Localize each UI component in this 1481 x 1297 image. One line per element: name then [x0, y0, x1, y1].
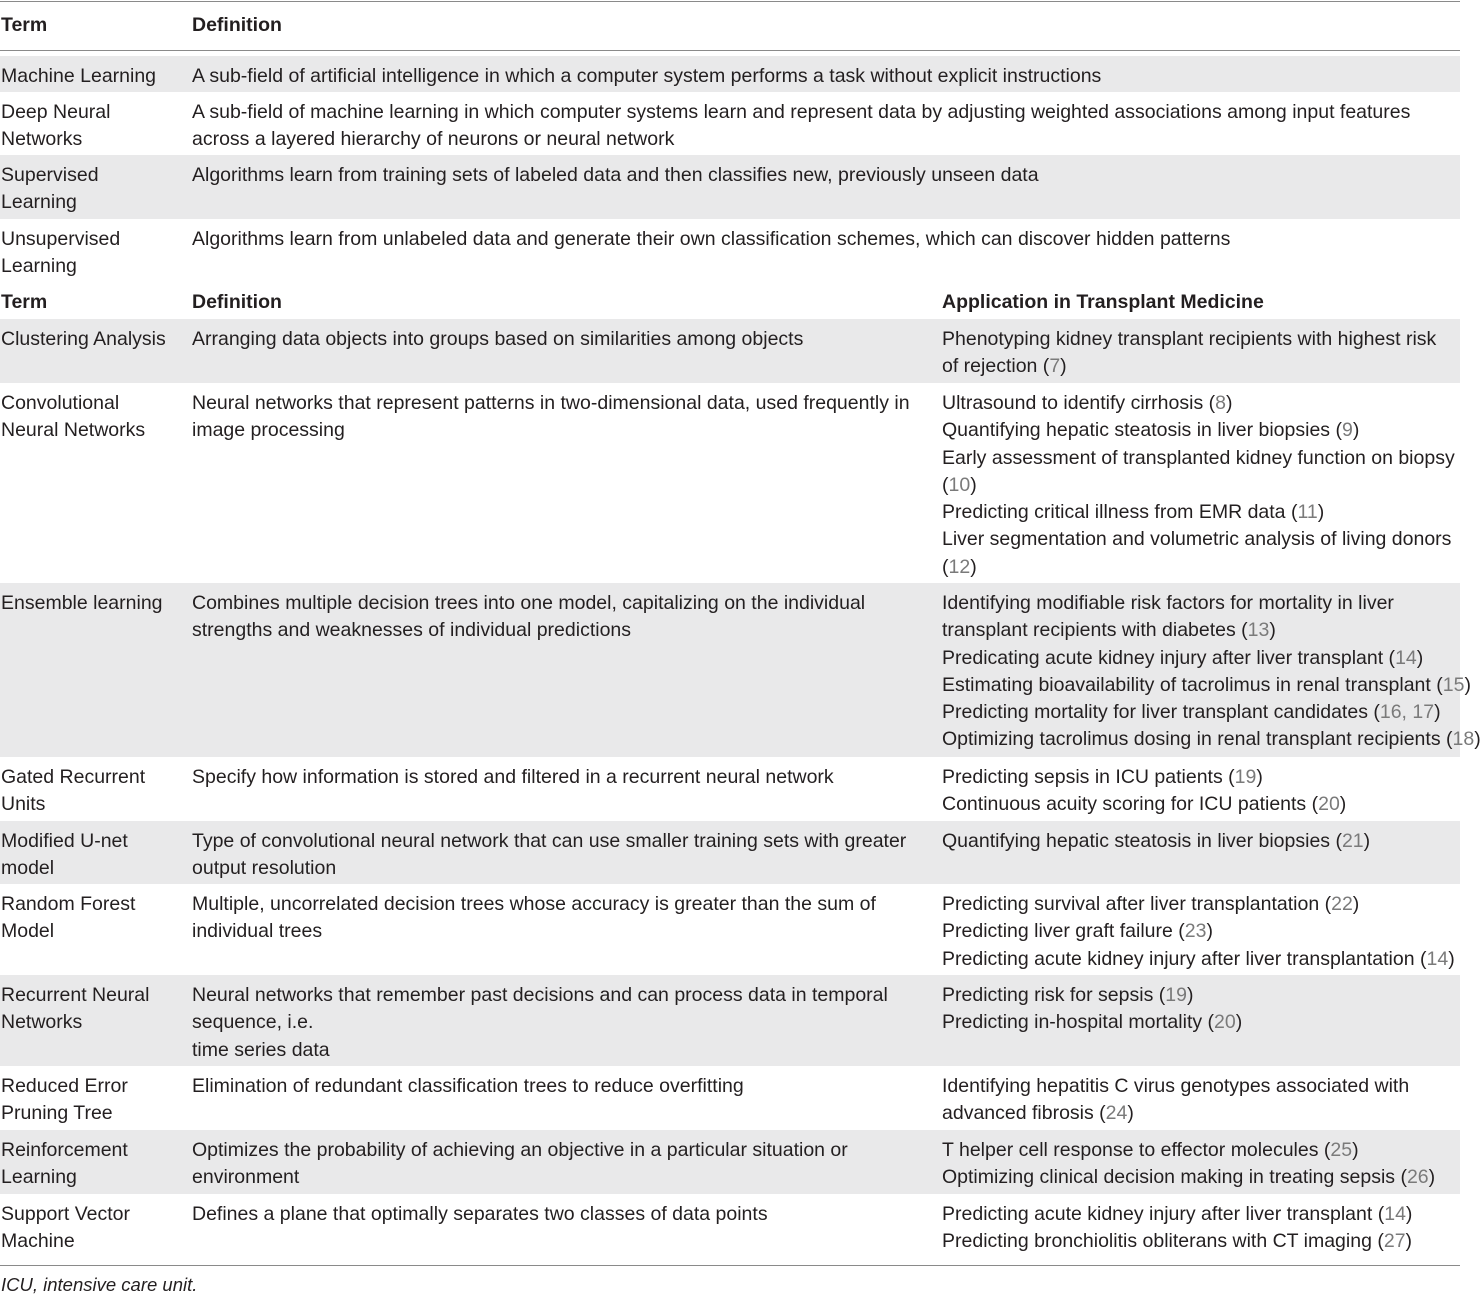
table-footnote: ICU, intensive care unit. [1, 1274, 198, 1295]
table-row [0, 884, 1460, 975]
application-line [942, 554, 1455, 581]
term-cell [1, 390, 145, 445]
reference-link[interactable]: 24 [1105, 1102, 1128, 1125]
definition-line: Defines a plane that optimally separates two classes of data points [192, 1203, 768, 1225]
application-line [942, 1100, 1409, 1127]
application-cell [942, 326, 1436, 381]
table1-header-term: Term [1, 14, 48, 36]
term-line: Deep Neural [1, 101, 111, 123]
application-cell [942, 1201, 1412, 1256]
application-text-end: ) [1363, 830, 1371, 852]
application-cell [942, 590, 1481, 754]
application-text: Predicating acute kidney injury after liver transplant ( [942, 646, 1396, 669]
table2-header-term: Term [1, 291, 48, 313]
reference-link[interactable]: 10 [948, 473, 971, 496]
application-text: Identifying modifiable risk factors for mortality in liver [942, 592, 1394, 614]
term-line: Unsupervised [1, 228, 121, 250]
application-line [942, 472, 1455, 499]
definition-cell [192, 982, 888, 1064]
application-text: Identifying hepatitis C virus genotypes associated with [942, 1075, 1410, 1097]
term-line: Convolutional [1, 392, 120, 414]
application-text-end: ) [1225, 392, 1233, 414]
application-text: Continuous acuity scoring for ICU patients ( [942, 793, 1319, 816]
application-text: Quantifying hepatic steatosis in liver biopsies ( [942, 419, 1342, 442]
reference-link[interactable]: 26 [1406, 1166, 1429, 1189]
application-line [942, 590, 1481, 617]
term-line: Reduced Error [1, 1075, 128, 1097]
definition-cell [192, 99, 1410, 154]
application-line [942, 526, 1455, 553]
table-row [0, 757, 1460, 821]
term-cell [1, 891, 135, 946]
definition-cell [192, 891, 876, 946]
application-text-end: ) [1317, 501, 1325, 524]
term-line: Gated Recurrent [1, 766, 146, 788]
term-line: Support Vector [1, 1203, 130, 1225]
term-line: Ensemble learning [1, 592, 163, 614]
term-line: Model [1, 920, 55, 943]
term-cell [1, 63, 156, 90]
definition-line: A sub-field of machine learning in which computer systems learn and represent data by adjusting weighted associations among input features [192, 101, 1411, 123]
application-line [942, 1228, 1412, 1255]
application-text-end: ) [1060, 355, 1067, 378]
application-line [942, 918, 1455, 945]
application-text-end: ) [1352, 1139, 1359, 1161]
definition-cell [192, 828, 906, 883]
application-text: T helper cell response to effector molecules ( [942, 1139, 1331, 1161]
application-line [942, 791, 1346, 818]
term-line: Clustering Analysis [1, 328, 166, 350]
term-cell [1, 1201, 130, 1256]
application-text: of rejection ( [942, 355, 1050, 378]
term-line: Machine Learning [1, 65, 157, 87]
term-cell [1, 326, 166, 353]
table-row [0, 383, 1460, 583]
application-line [942, 617, 1481, 644]
definition-line: Type of convolutional neural network that can use smaller training sets with greater [192, 830, 907, 852]
term-line: Networks [1, 1011, 83, 1034]
definition-line: across a layered hierarchy of neurons or neural network [192, 128, 675, 151]
term-line: Machine [1, 1230, 75, 1253]
definition-line: Algorithms learn from training sets of labeled data and then classifies new, previously unseen data [192, 164, 1039, 186]
term-line: Learning [1, 1166, 77, 1189]
application-line [942, 699, 1481, 726]
application-text: Predicting acute kidney injury after liver transplantation ( [942, 947, 1427, 970]
application-text-end: ) [1405, 1230, 1413, 1253]
application-text: Early assessment of transplanted kidney function on biopsy [942, 446, 1455, 469]
application-text: Quantifying hepatic steatosis in liver biopsies ( [942, 830, 1342, 852]
application-text: Predicting survival after liver transplantation ( [942, 893, 1332, 915]
table2-header-row [0, 289, 1460, 319]
application-cell [942, 1137, 1435, 1192]
application-line [942, 726, 1481, 753]
reference-link[interactable]: 19 [1165, 984, 1187, 1006]
table-row [0, 1194, 1460, 1258]
reference-link[interactable]: 13 [1247, 619, 1270, 642]
application-line [942, 390, 1455, 417]
application-line [942, 764, 1346, 791]
table-row [0, 319, 1460, 383]
definition-cell [192, 326, 803, 353]
reference-link[interactable]: 7 [1049, 355, 1061, 378]
reference-link[interactable]: 19 [1234, 766, 1257, 788]
term-line: Networks [1, 128, 83, 151]
reference-link[interactable]: 14 [1395, 646, 1417, 669]
reference-link[interactable]: 8 [1215, 392, 1226, 414]
application-text: Ultrasound to identify cirrhosis ( [942, 392, 1216, 414]
application-text: Predicting liver graft failure ( [942, 920, 1185, 943]
table-row [0, 1130, 1460, 1194]
term-cell [1, 828, 128, 883]
application-text-end: ) [1434, 701, 1441, 724]
reference-link[interactable]: 27 [1383, 1230, 1406, 1253]
definition-line: Algorithms learn from unlabeled data and generate their own classification schemes, which can discover hidden patterns [192, 228, 1231, 250]
application-text-end: ) [1186, 984, 1194, 1006]
definition-line: Optimizes the probability of achieving an objective in a particular situation or [192, 1139, 848, 1161]
application-text-end: ) [970, 473, 977, 496]
application-line [942, 1201, 1412, 1228]
application-text-end: ) [1448, 947, 1455, 970]
term-cell [1, 764, 145, 819]
application-cell [942, 764, 1346, 819]
application-text-end: ) [1352, 419, 1360, 442]
application-line [942, 1073, 1409, 1100]
term-line: Learning [1, 191, 77, 214]
reference-link[interactable]: 18 [1452, 728, 1475, 751]
application-text-end: ) [1474, 728, 1481, 751]
application-line [942, 353, 1436, 380]
reference-link[interactable]: 23 [1184, 920, 1207, 943]
application-text: Predicting risk for sepsis ( [942, 984, 1166, 1006]
application-text: Optimizing tacrolimus dosing in renal transplant recipients ( [942, 728, 1453, 751]
definition-line: Arranging data objects into groups based on similarities among objects [192, 328, 804, 350]
term-cell [1, 590, 163, 617]
application-line [942, 828, 1370, 855]
application-line [942, 326, 1436, 353]
term-line: Units [1, 793, 46, 816]
term-line: Reinforcement [1, 1139, 128, 1161]
term-line: Pruning Tree [1, 1102, 113, 1125]
table2-header-definition: Definition [192, 291, 282, 313]
definition-line: Neural networks that remember past decisions and can process data in temporal [192, 984, 888, 1006]
definition-line: Specify how information is stored and filtered in a recurrent neural network [192, 766, 834, 788]
definition-cell [192, 63, 1101, 90]
application-line [942, 1137, 1435, 1164]
application-line [942, 982, 1242, 1009]
term-line: Modified U-net [1, 830, 128, 852]
reference-link[interactable]: 25 [1330, 1139, 1353, 1161]
table-row [0, 219, 1460, 282]
application-text-end: ) [1464, 673, 1471, 696]
definition-line: A sub-field of artificial intelligence in which a computer system performs a task without explicit instructions [192, 65, 1102, 87]
application-text: Liver segmentation and volumetric analysis of living donors [942, 528, 1452, 551]
application-cell [942, 828, 1370, 855]
reference-link[interactable]: 16, 17 [1379, 701, 1435, 724]
application-line [942, 946, 1455, 973]
application-line [942, 417, 1455, 444]
application-text-end: ) [1235, 1011, 1243, 1034]
table1-header-row [0, 12, 1460, 42]
application-text-end: ) [970, 555, 977, 578]
application-text-end: ) [1416, 646, 1424, 669]
term-cell [1, 99, 110, 154]
term-line: Learning [1, 255, 77, 278]
definition-cell [192, 162, 1039, 189]
application-text: Optimizing clinical decision making in treating sepsis ( [942, 1166, 1407, 1189]
application-text: transplant recipients with diabetes ( [942, 619, 1248, 642]
term-line: Supervised [1, 164, 99, 186]
application-text-end: ) [1428, 1166, 1436, 1189]
application-line [942, 1009, 1242, 1036]
reference-link[interactable]: 14 [1426, 947, 1449, 970]
application-cell [942, 891, 1455, 973]
term-line: Recurrent Neural [1, 984, 150, 1006]
term-line: Random Forest [1, 893, 136, 915]
term-line: model [1, 857, 55, 880]
application-text: Predicting acute kidney injury after liver transplant ( [942, 1203, 1385, 1225]
definition-cell [192, 1073, 744, 1100]
application-text: ( [942, 555, 949, 578]
application-cell [942, 390, 1455, 581]
application-text: Predicting in-hospital mortality ( [942, 1011, 1215, 1034]
application-line [942, 672, 1481, 699]
definition-line: output resolution [192, 857, 337, 880]
reference-link[interactable]: 14 [1384, 1203, 1406, 1225]
definition-line: time series data [192, 1038, 330, 1061]
reference-link[interactable]: 9 [1341, 419, 1353, 442]
bottom-rule [0, 1265, 1460, 1266]
table-row [0, 1066, 1460, 1130]
term-line: Neural Networks [1, 419, 146, 442]
application-text-end: ) [1206, 920, 1213, 943]
application-text: Predicting bronchiolitis obliterans with CT imaging ( [942, 1230, 1384, 1253]
definition-line: Neural networks that represent patterns in two-dimensional data, used frequently in [192, 392, 910, 414]
definition-line: Elimination of redundant classification trees to reduce overfitting [192, 1075, 744, 1097]
definition-line: sequence, i.e. [192, 1011, 314, 1034]
definition-line: individual trees [192, 920, 323, 943]
application-text: ( [942, 473, 949, 496]
term-cell [1, 162, 99, 217]
application-text-end: ) [1269, 619, 1276, 642]
definition-cell [192, 590, 865, 645]
application-text-end: ) [1405, 1203, 1413, 1225]
application-cell [942, 1073, 1409, 1128]
table2-header-application: Application in Transplant Medicine [942, 291, 1264, 313]
application-text-end: ) [1352, 893, 1360, 915]
definition-line: strengths and weaknesses of individual predictions [192, 619, 632, 642]
definition-line: Multiple, uncorrelated decision trees whose accuracy is greater than the sum of [192, 893, 876, 915]
definition-cell [192, 1201, 768, 1228]
reference-link[interactable]: 20 [1214, 1011, 1236, 1034]
application-text: Phenotyping kidney transplant recipients with highest risk [942, 328, 1437, 350]
definition-cell [192, 764, 834, 791]
application-text: Predicting sepsis in ICU patients ( [942, 766, 1235, 788]
application-line [942, 1164, 1435, 1191]
definition-cell [192, 390, 910, 445]
application-line [942, 891, 1455, 918]
reference-link[interactable]: 15 [1442, 673, 1465, 696]
top-rule [0, 1, 1460, 2]
term-cell [1, 1137, 128, 1192]
term-cell [1, 982, 149, 1037]
reference-link[interactable]: 12 [948, 555, 971, 578]
application-text: Predicting mortality for liver transplant candidates ( [942, 701, 1380, 724]
reference-link[interactable]: 21 [1341, 830, 1364, 852]
application-line [942, 445, 1455, 472]
reference-link[interactable]: 22 [1331, 893, 1353, 915]
application-line [942, 499, 1455, 526]
definition-line: image processing [192, 419, 345, 442]
application-text-end: ) [1256, 766, 1263, 788]
table-row [0, 821, 1460, 884]
application-line [942, 645, 1481, 672]
application-cell [942, 982, 1242, 1037]
application-text-end: ) [1127, 1102, 1134, 1125]
reference-link[interactable]: 20 [1318, 793, 1340, 816]
term-cell [1, 1073, 128, 1128]
definition-line: Combines multiple decision trees into one model, capitalizing on the individual [192, 592, 866, 614]
application-text: Estimating bioavailability of tacrolimus in renal transplant ( [942, 673, 1443, 696]
table-row [0, 583, 1481, 757]
application-text: advanced fibrosis ( [942, 1102, 1106, 1125]
header-rule [0, 50, 1460, 51]
definition-cell [192, 1137, 848, 1192]
table1-header-definition: Definition [192, 14, 282, 36]
table-row [0, 155, 1460, 219]
reference-link[interactable]: 11 [1297, 501, 1318, 524]
application-text-end: ) [1339, 793, 1347, 816]
definition-line: environment [192, 1166, 300, 1189]
table-row [0, 92, 1460, 155]
term-cell [1, 226, 120, 281]
application-text: Predicting critical illness from EMR data ( [942, 501, 1298, 524]
table-row [0, 56, 1460, 92]
definition-cell [192, 226, 1230, 253]
table-row [0, 975, 1460, 1066]
